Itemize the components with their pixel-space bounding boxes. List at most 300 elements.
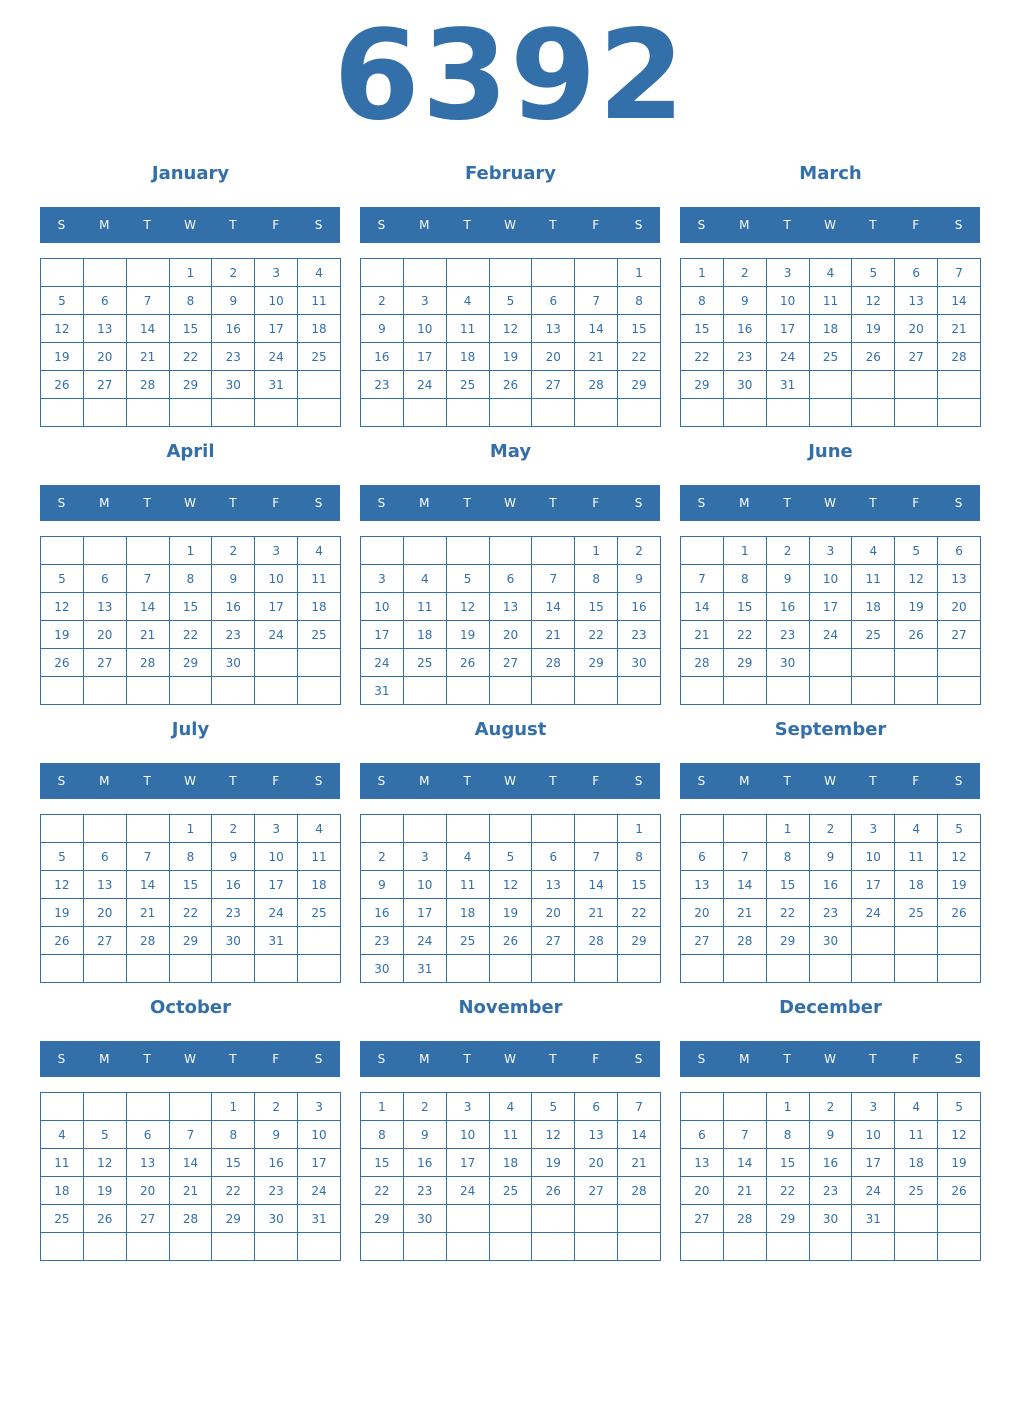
day-cell: 3	[298, 1093, 341, 1121]
week-row	[681, 899, 981, 927]
week-row	[361, 871, 661, 899]
weekday-label: S	[377, 218, 386, 232]
day-cell: 24	[255, 899, 298, 927]
day-cell: 7	[938, 259, 981, 287]
day-cell: 24	[852, 1177, 895, 1205]
day-cell: 26	[852, 343, 895, 371]
day-cell: 14	[169, 1149, 212, 1177]
weekday-label: M	[739, 218, 750, 232]
day-cell: 27	[83, 371, 126, 399]
weekday-label: S	[697, 218, 706, 232]
day-cell	[489, 537, 532, 565]
day-cell: 21	[723, 899, 766, 927]
day-cell: 27	[489, 649, 532, 677]
weekday-header	[360, 1041, 660, 1077]
day-cell	[446, 1205, 489, 1233]
day-cell: 28	[575, 371, 618, 399]
day-cell: 31	[361, 677, 404, 705]
week-row	[41, 1205, 341, 1233]
day-cell: 20	[532, 899, 575, 927]
day-cell: 9	[809, 843, 852, 871]
day-cell: 24	[255, 621, 298, 649]
week-row	[681, 593, 981, 621]
weekday-header	[360, 207, 660, 243]
day-grid	[40, 814, 341, 983]
day-cell: 16	[212, 871, 255, 899]
day-cell: 18	[41, 1177, 84, 1205]
day-cell: 4	[895, 1093, 938, 1121]
day-cell: 9	[403, 1121, 446, 1149]
day-cell	[403, 537, 446, 565]
month-name: January	[151, 163, 230, 184]
day-cell: 18	[446, 343, 489, 371]
day-cell: 29	[681, 371, 724, 399]
week-row	[681, 371, 981, 399]
day-cell: 30	[255, 1205, 298, 1233]
day-cell: 7	[126, 287, 169, 315]
day-cell: 19	[41, 621, 84, 649]
day-cell: 5	[489, 287, 532, 315]
day-cell	[895, 399, 938, 427]
day-cell: 15	[766, 1149, 809, 1177]
day-cell: 29	[723, 649, 766, 677]
week-row	[361, 927, 661, 955]
day-cell: 7	[575, 287, 618, 315]
weekday-label: S	[57, 496, 66, 510]
day-cell: 12	[895, 565, 938, 593]
day-cell	[852, 399, 895, 427]
week-row	[681, 565, 981, 593]
day-cell: 8	[169, 287, 212, 315]
day-cell	[575, 677, 618, 705]
day-cell: 13	[681, 1149, 724, 1177]
day-cell: 12	[41, 593, 84, 621]
day-cell: 22	[723, 621, 766, 649]
month-name: November	[458, 997, 563, 1018]
day-cell: 3	[446, 1093, 489, 1121]
day-cell: 30	[809, 1205, 852, 1233]
day-cell: 12	[852, 287, 895, 315]
day-cell	[489, 955, 532, 983]
weekday-label: T	[549, 218, 557, 232]
day-cell: 12	[41, 871, 84, 899]
day-cell	[681, 677, 724, 705]
day-cell: 22	[212, 1177, 255, 1205]
day-cell: 6	[895, 259, 938, 287]
week-row	[41, 1177, 341, 1205]
day-cell	[403, 815, 446, 843]
day-cell	[618, 1205, 661, 1233]
weekday-label: S	[697, 774, 706, 788]
weekday-label: T	[463, 496, 471, 510]
day-cell: 14	[126, 593, 169, 621]
day-cell: 23	[723, 343, 766, 371]
day-cell: 11	[298, 843, 341, 871]
day-cell: 6	[681, 1121, 724, 1149]
day-cell: 20	[83, 621, 126, 649]
day-cell: 30	[212, 371, 255, 399]
month-name: October	[150, 997, 231, 1018]
day-cell: 14	[126, 871, 169, 899]
day-cell	[361, 537, 404, 565]
day-cell: 31	[766, 371, 809, 399]
day-cell: 26	[895, 621, 938, 649]
day-cell: 3	[852, 1093, 895, 1121]
day-cell: 31	[403, 955, 446, 983]
weekday-label: T	[549, 1052, 557, 1066]
day-cell: 2	[255, 1093, 298, 1121]
weekday-label: F	[272, 218, 280, 232]
day-cell: 27	[681, 927, 724, 955]
day-cell: 2	[212, 815, 255, 843]
day-cell: 25	[489, 1177, 532, 1205]
day-cell	[403, 399, 446, 427]
week-row	[361, 399, 661, 427]
weekday-label: W	[824, 218, 836, 232]
day-cell: 4	[298, 259, 341, 287]
weekday-label: T	[869, 1052, 877, 1066]
day-grid	[360, 536, 661, 705]
day-cell: 25	[298, 899, 341, 927]
day-cell: 18	[809, 315, 852, 343]
day-cell: 21	[681, 621, 724, 649]
day-cell: 22	[618, 343, 661, 371]
weekday-label: S	[314, 218, 323, 232]
day-cell: 26	[41, 927, 84, 955]
day-cell: 18	[489, 1149, 532, 1177]
day-cell: 9	[212, 565, 255, 593]
day-cell	[489, 1205, 532, 1233]
day-cell: 14	[618, 1121, 661, 1149]
day-cell	[41, 677, 84, 705]
day-cell: 1	[169, 815, 212, 843]
day-cell	[212, 955, 255, 983]
day-cell: 11	[446, 871, 489, 899]
day-cell: 28	[532, 649, 575, 677]
week-row	[41, 537, 341, 565]
day-cell	[766, 399, 809, 427]
day-cell: 15	[169, 593, 212, 621]
day-cell: 17	[298, 1149, 341, 1177]
day-cell: 30	[212, 649, 255, 677]
day-cell	[41, 537, 84, 565]
day-cell	[83, 677, 126, 705]
day-cell	[446, 1233, 489, 1261]
day-cell: 8	[169, 565, 212, 593]
year-title: 6392	[333, 4, 687, 148]
day-cell	[938, 927, 981, 955]
day-cell: 7	[169, 1121, 212, 1149]
day-cell: 5	[489, 843, 532, 871]
weekday-label: T	[549, 774, 557, 788]
day-cell: 2	[618, 537, 661, 565]
day-cell: 10	[298, 1121, 341, 1149]
weekday-label: S	[377, 774, 386, 788]
day-cell: 13	[532, 871, 575, 899]
day-cell: 24	[403, 371, 446, 399]
day-cell: 25	[41, 1205, 84, 1233]
day-cell: 6	[938, 537, 981, 565]
day-cell: 10	[809, 565, 852, 593]
day-cell: 22	[361, 1177, 404, 1205]
day-cell: 27	[126, 1205, 169, 1233]
day-cell: 19	[938, 1149, 981, 1177]
week-row	[681, 677, 981, 705]
day-cell: 9	[361, 315, 404, 343]
day-cell	[532, 259, 575, 287]
day-cell: 7	[575, 843, 618, 871]
day-cell	[895, 649, 938, 677]
day-cell: 2	[809, 815, 852, 843]
day-cell	[723, 399, 766, 427]
weekday-label: F	[592, 1052, 600, 1066]
day-cell: 1	[766, 1093, 809, 1121]
day-cell	[681, 815, 724, 843]
week-row	[681, 927, 981, 955]
week-row	[681, 1233, 981, 1261]
day-grid	[680, 536, 981, 705]
weekday-label: W	[504, 218, 516, 232]
week-row	[361, 1149, 661, 1177]
day-cell	[766, 955, 809, 983]
weekday-header	[680, 763, 980, 799]
weekday-label: M	[419, 496, 430, 510]
day-cell	[126, 955, 169, 983]
day-cell: 25	[809, 343, 852, 371]
day-cell: 1	[212, 1093, 255, 1121]
day-cell: 4	[298, 815, 341, 843]
day-cell: 18	[852, 593, 895, 621]
day-cell	[618, 955, 661, 983]
week-row	[361, 537, 661, 565]
day-cell	[41, 1093, 84, 1121]
day-cell	[723, 1233, 766, 1261]
day-cell: 14	[681, 593, 724, 621]
day-cell: 5	[446, 565, 489, 593]
day-grid	[680, 814, 981, 983]
day-cell: 4	[895, 815, 938, 843]
day-cell	[489, 815, 532, 843]
weekday-header	[680, 485, 980, 521]
day-cell: 19	[852, 315, 895, 343]
day-cell: 16	[766, 593, 809, 621]
week-row	[681, 815, 981, 843]
weekday-label: W	[184, 1052, 196, 1066]
day-cell: 13	[895, 287, 938, 315]
weekday-label: F	[912, 496, 920, 510]
day-cell: 10	[446, 1121, 489, 1149]
day-cell: 10	[403, 871, 446, 899]
day-cell	[41, 955, 84, 983]
day-cell: 1	[681, 259, 724, 287]
day-cell: 9	[723, 287, 766, 315]
day-cell: 20	[83, 899, 126, 927]
day-cell: 26	[489, 927, 532, 955]
day-cell	[126, 815, 169, 843]
day-cell: 31	[255, 927, 298, 955]
weekday-label: W	[504, 1052, 516, 1066]
day-cell: 23	[212, 899, 255, 927]
day-cell	[361, 259, 404, 287]
day-cell: 16	[361, 343, 404, 371]
day-cell	[895, 677, 938, 705]
month-name: July	[171, 719, 210, 740]
weekday-label: S	[314, 1052, 323, 1066]
day-cell: 30	[723, 371, 766, 399]
weekday-label: M	[419, 774, 430, 788]
day-cell: 21	[575, 343, 618, 371]
day-cell	[938, 649, 981, 677]
weekday-header	[40, 207, 340, 243]
day-cell	[532, 677, 575, 705]
weekday-label: T	[229, 1052, 237, 1066]
day-cell: 8	[361, 1121, 404, 1149]
day-cell: 19	[895, 593, 938, 621]
week-row	[681, 287, 981, 315]
day-cell: 29	[618, 927, 661, 955]
day-cell: 14	[938, 287, 981, 315]
day-cell: 20	[489, 621, 532, 649]
weekday-label: T	[869, 774, 877, 788]
day-cell: 14	[723, 1149, 766, 1177]
day-cell: 18	[895, 1149, 938, 1177]
day-cell: 20	[681, 1177, 724, 1205]
day-cell	[895, 371, 938, 399]
day-cell	[446, 399, 489, 427]
day-cell: 2	[766, 537, 809, 565]
week-row	[41, 315, 341, 343]
day-cell: 31	[255, 371, 298, 399]
day-cell: 5	[83, 1121, 126, 1149]
day-cell: 12	[446, 593, 489, 621]
day-cell: 25	[895, 899, 938, 927]
day-cell: 11	[298, 287, 341, 315]
day-cell: 13	[681, 871, 724, 899]
day-cell: 16	[403, 1149, 446, 1177]
day-cell	[532, 399, 575, 427]
day-cell: 8	[681, 287, 724, 315]
day-cell: 15	[212, 1149, 255, 1177]
day-cell	[938, 1205, 981, 1233]
day-cell: 26	[938, 1177, 981, 1205]
day-cell: 21	[126, 343, 169, 371]
weekday-label: F	[272, 774, 280, 788]
day-cell	[575, 955, 618, 983]
day-cell: 19	[489, 899, 532, 927]
day-cell: 17	[255, 315, 298, 343]
day-cell: 10	[255, 287, 298, 315]
weekday-label: M	[99, 774, 110, 788]
day-cell: 14	[532, 593, 575, 621]
day-cell: 5	[852, 259, 895, 287]
day-cell: 11	[298, 565, 341, 593]
week-row	[681, 621, 981, 649]
day-cell: 19	[83, 1177, 126, 1205]
day-cell: 24	[255, 343, 298, 371]
day-cell: 16	[255, 1149, 298, 1177]
day-cell: 12	[489, 871, 532, 899]
day-cell: 25	[446, 371, 489, 399]
day-cell: 17	[446, 1149, 489, 1177]
day-cell: 14	[126, 315, 169, 343]
day-cell: 10	[255, 843, 298, 871]
day-cell: 7	[126, 565, 169, 593]
weekday-label: M	[739, 1052, 750, 1066]
day-cell: 6	[532, 843, 575, 871]
day-cell	[938, 955, 981, 983]
day-cell: 5	[41, 287, 84, 315]
week-row	[41, 593, 341, 621]
day-cell: 14	[575, 315, 618, 343]
day-cell: 28	[723, 927, 766, 955]
day-cell: 24	[809, 621, 852, 649]
day-cell: 3	[255, 815, 298, 843]
week-row	[41, 565, 341, 593]
week-row	[681, 315, 981, 343]
weekday-label: W	[184, 496, 196, 510]
week-row	[681, 955, 981, 983]
day-cell: 20	[532, 343, 575, 371]
weekday-label: F	[912, 1052, 920, 1066]
day-cell: 7	[723, 843, 766, 871]
day-cell: 4	[489, 1093, 532, 1121]
month-name: June	[808, 441, 853, 462]
week-row	[361, 899, 661, 927]
day-cell	[169, 955, 212, 983]
day-cell: 7	[618, 1093, 661, 1121]
day-cell: 13	[83, 315, 126, 343]
week-row	[361, 815, 661, 843]
week-row	[681, 259, 981, 287]
day-cell: 31	[298, 1205, 341, 1233]
day-cell	[532, 537, 575, 565]
day-cell: 26	[41, 649, 84, 677]
day-cell: 26	[532, 1177, 575, 1205]
day-cell: 7	[723, 1121, 766, 1149]
day-cell: 4	[298, 537, 341, 565]
week-row	[41, 371, 341, 399]
day-cell: 29	[169, 927, 212, 955]
day-cell: 5	[532, 1093, 575, 1121]
day-cell: 19	[938, 871, 981, 899]
week-row	[361, 565, 661, 593]
day-cell	[895, 955, 938, 983]
day-cell	[41, 1233, 84, 1261]
weekday-label: T	[143, 218, 151, 232]
day-cell: 12	[938, 843, 981, 871]
day-cell: 22	[169, 343, 212, 371]
day-cell: 15	[618, 871, 661, 899]
day-cell: 2	[361, 287, 404, 315]
day-cell: 9	[618, 565, 661, 593]
day-cell: 13	[83, 593, 126, 621]
day-cell: 25	[298, 343, 341, 371]
day-cell: 15	[681, 315, 724, 343]
week-row	[681, 1205, 981, 1233]
day-cell: 17	[255, 871, 298, 899]
day-cell: 21	[126, 621, 169, 649]
day-cell	[298, 371, 341, 399]
day-cell: 1	[169, 537, 212, 565]
day-cell	[852, 371, 895, 399]
month-name: February	[464, 163, 557, 184]
day-cell: 2	[212, 537, 255, 565]
day-cell: 29	[212, 1205, 255, 1233]
day-cell: 28	[723, 1205, 766, 1233]
day-cell	[126, 399, 169, 427]
day-cell: 30	[361, 955, 404, 983]
weekday-header	[40, 763, 340, 799]
